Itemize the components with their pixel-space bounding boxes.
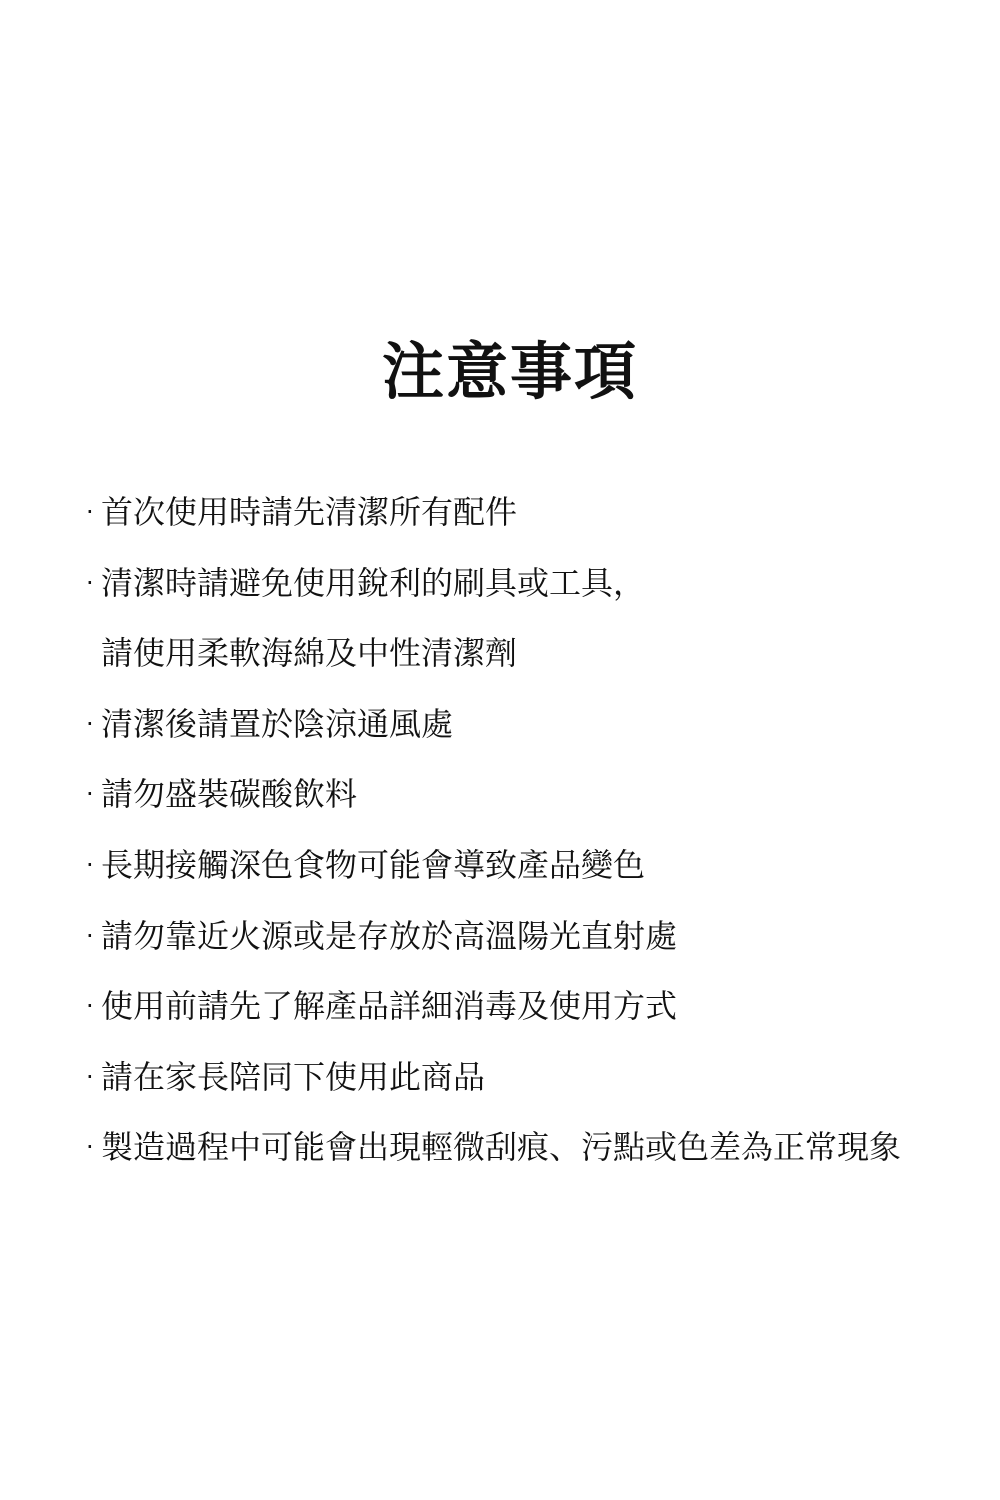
bullet-icon: ·	[86, 1133, 94, 1162]
notice-item	[84, 1055, 901, 1126]
notice-text: 請勿盛裝碳酸飲料	[101, 775, 358, 814]
notice-item	[84, 561, 901, 632]
bullet-icon: ·	[86, 921, 94, 950]
notice-text: 請勿靠近火源或是存放於高溫陽光直射處	[101, 916, 678, 955]
bullet-icon: ·	[86, 568, 94, 597]
notice-text: 使用前請先了解產品詳細消毒及使用方式	[101, 987, 678, 1026]
notice-item	[84, 631, 901, 702]
notice-item	[84, 702, 901, 773]
notice-text: 清潔時請避免使用銳利的刷具或工具，	[101, 563, 646, 602]
page-title: 注意事項	[381, 335, 638, 408]
notice-item	[84, 490, 901, 561]
notice-text: 製造過程中可能會出現輕微刮痕、污點或色差為正常現象	[101, 1128, 902, 1167]
notice-list	[84, 490, 901, 1196]
notice-text: 請在家長陪同下使用此商品	[101, 1057, 486, 1096]
bullet-icon: ·	[86, 850, 94, 879]
notice-item	[84, 984, 901, 1055]
bullet-icon: ·	[86, 498, 94, 526]
notice-item	[84, 843, 901, 914]
bullet-icon: ·	[86, 992, 94, 1021]
notice-text: 清潔後請置於陰涼通風處	[101, 704, 454, 743]
notice-text: 首次使用時請先清潔所有配件	[101, 493, 518, 531]
bullet-icon: ·	[86, 1062, 94, 1091]
notice-item	[84, 914, 901, 985]
notice-item	[84, 772, 901, 843]
bullet-icon: ·	[86, 709, 94, 738]
notice-text: 長期接觸深色食物可能會導致產品變色	[101, 845, 646, 884]
bullet-icon: ·	[86, 780, 94, 809]
notice-item	[84, 1125, 901, 1196]
notice-text: 請使用柔軟海綿及中性清潔劑	[101, 634, 518, 673]
